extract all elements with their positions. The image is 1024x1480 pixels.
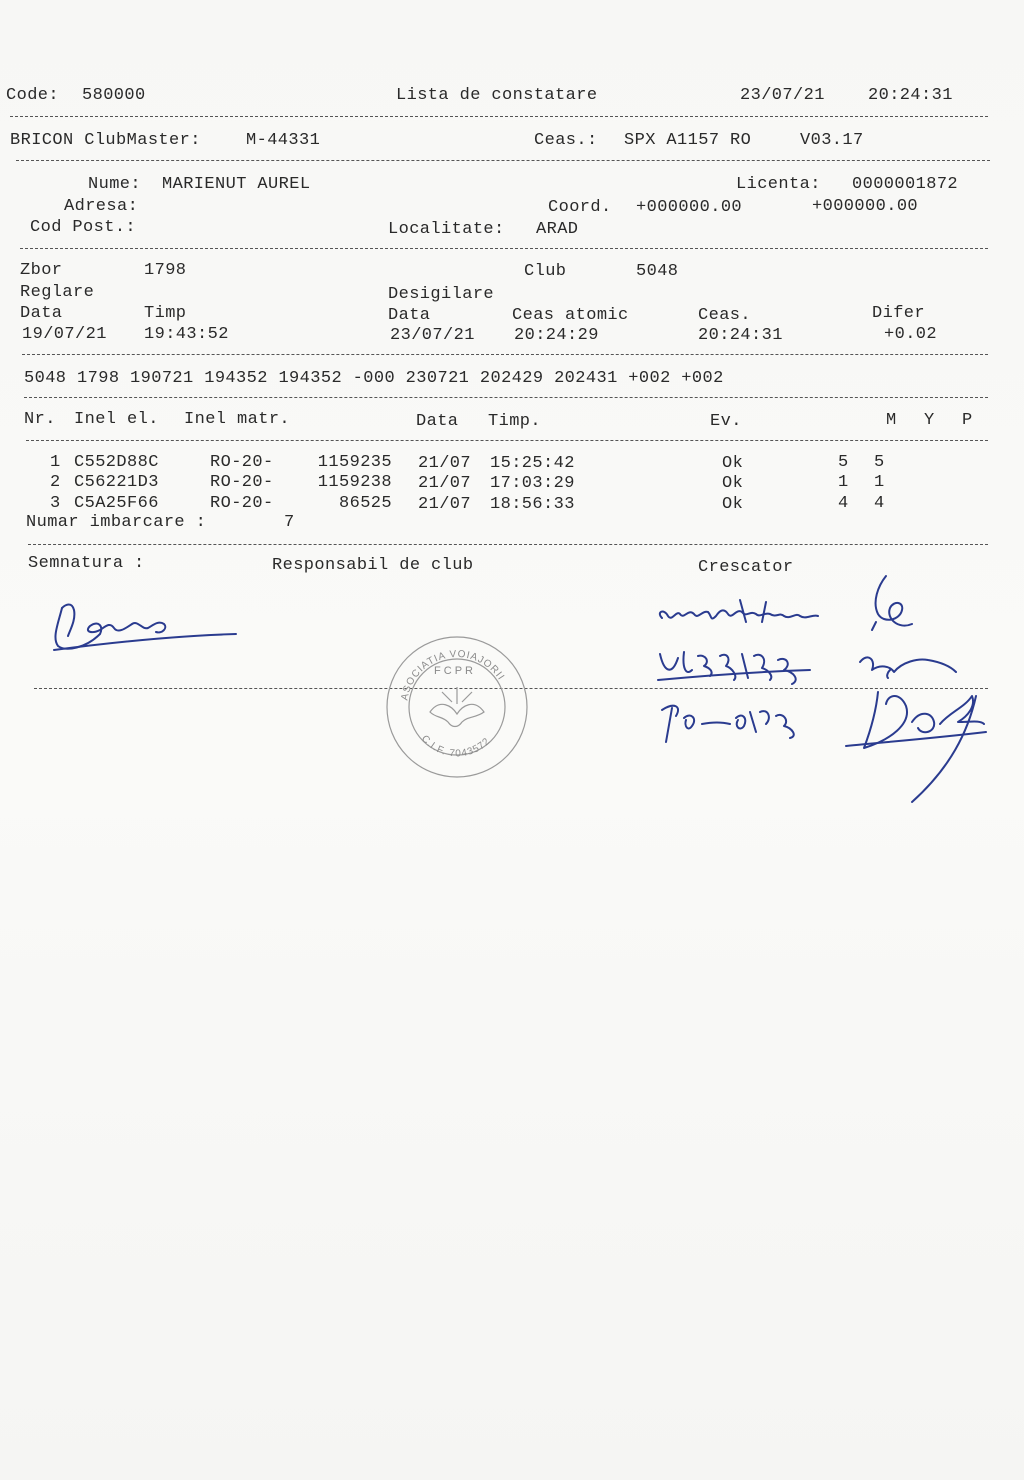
row-nr: 2: [50, 473, 61, 492]
handwritten-signature: [40, 590, 250, 660]
col-data: Data: [416, 412, 459, 431]
divider: [20, 248, 988, 249]
unseal-date: 23/07/21: [390, 326, 475, 345]
row-prefix: RO-20-: [210, 494, 274, 513]
svg-text:C.I.F. 7043572: [419, 733, 493, 759]
version-value: V03.17: [800, 131, 864, 150]
coord-label: Coord.: [548, 198, 612, 217]
data2-label: Data: [388, 306, 431, 325]
atomic-label: Ceas atomic: [512, 306, 629, 325]
row-timp: 15:25:42: [490, 454, 575, 473]
license-label: Licenta:: [736, 175, 821, 194]
row-prefix: RO-20-: [210, 473, 274, 492]
setting-date: 19/07/21: [22, 325, 107, 344]
row-data: 21/07: [418, 474, 472, 493]
clock-label: Ceas.:: [534, 131, 598, 150]
col-inel-el: Inel el.: [74, 410, 159, 429]
row-ev: Ok: [722, 495, 744, 514]
row-nr: 3: [50, 494, 61, 513]
setting-label: Reglare: [20, 283, 95, 302]
stamp-bottom-text: C.I.F. 7043572: [418, 733, 493, 760]
time-label: Timp: [144, 304, 187, 323]
flight-value: 1798: [144, 261, 187, 280]
divider: [28, 544, 988, 545]
brand-value: M-44331: [246, 131, 321, 150]
code-label: Code:: [6, 86, 60, 105]
locality-label: Localitate:: [388, 220, 505, 239]
row-inel-el: C552D88C: [74, 453, 159, 472]
row-inel-el: C5A25F66: [74, 494, 159, 513]
clock-value: SPX A1157 RO: [624, 131, 752, 150]
flight-label: Zbor: [20, 261, 63, 280]
boarding-label: Numar imbarcare :: [26, 513, 207, 532]
postcode-label: Cod Post.:: [30, 218, 137, 237]
name-value: MARIENUT AUREL: [162, 175, 311, 194]
row-matr: 86525: [338, 494, 392, 513]
code-value: 580000: [82, 86, 146, 105]
col-timp: Timp.: [488, 412, 542, 431]
stamp-inner-text: F C P R: [434, 665, 473, 677]
col-m: M: [886, 411, 897, 430]
row-ev: Ok: [722, 474, 744, 493]
diff-value: +0.02: [884, 325, 938, 344]
row-ev: Ok: [722, 454, 744, 473]
row-timp: 18:56:33: [490, 495, 575, 514]
setting-time: 19:43:52: [144, 325, 229, 344]
col-nr: Nr.: [24, 410, 56, 429]
coord-y: +000000.00: [812, 197, 919, 216]
row-m: 5: [838, 453, 849, 472]
row-data: 21/07: [418, 495, 472, 514]
stamp-top-text: ASOCIATIA VOIAJORII: [399, 648, 507, 702]
col-inel-matr: Inel matr.: [184, 410, 291, 429]
row-y: 5: [874, 453, 885, 472]
header-date: 23/07/21: [740, 86, 825, 105]
row-matr: 1159238: [317, 473, 392, 492]
license-value: 0000001872: [852, 175, 959, 194]
col-p: P: [962, 411, 973, 430]
clock2-label: Ceas.: [698, 306, 752, 325]
header-time: 20:24:31: [868, 86, 953, 105]
row-matr: 1159235: [317, 453, 392, 472]
divider: [10, 116, 988, 117]
row-m: 1: [838, 473, 849, 492]
club-resp-label: Responsabil de club: [272, 556, 474, 575]
locality-value: ARAD: [536, 220, 579, 239]
signature-label: Semnatura :: [28, 554, 145, 573]
divider: [26, 440, 988, 441]
club-value: 5048: [636, 262, 679, 281]
row-m: 4: [838, 494, 849, 513]
col-ev: Ev.: [710, 412, 742, 431]
boarding-value: 7: [284, 513, 295, 532]
row-inel-el: C56221D3: [74, 473, 159, 492]
row-prefix: RO-20-: [210, 453, 274, 472]
club-stamp: [382, 632, 532, 782]
row-nr: 1: [50, 453, 61, 472]
row-timp: 17:03:29: [490, 474, 575, 493]
code-line: 5048 1798 190721 194352 194352 -000 230721 202429 202431 +002 +002: [24, 369, 724, 388]
diff-label: Difer: [872, 304, 926, 323]
address-label: Adresa:: [64, 197, 139, 216]
page-title: Lista de constatare: [396, 86, 598, 105]
clock-time: 20:24:31: [698, 326, 783, 345]
atomic-time: 20:24:29: [514, 326, 599, 345]
coord-x: +000000.00: [636, 198, 743, 217]
handwritten-names: [650, 572, 990, 804]
club-label: Club: [524, 262, 567, 281]
col-y: Y: [924, 411, 935, 430]
data-label: Data: [20, 304, 63, 323]
divider: [22, 354, 988, 355]
row-y: 4: [874, 494, 885, 513]
name-label: Nume:: [88, 175, 142, 194]
row-y: 1: [874, 473, 885, 492]
divider: [16, 160, 990, 161]
divider: [24, 397, 988, 398]
breeder-label: Crescator: [698, 558, 794, 577]
unseal-label: Desigilare: [388, 285, 495, 304]
row-data: 21/07: [418, 454, 472, 473]
brand-label: BRICON ClubMaster:: [10, 131, 201, 150]
